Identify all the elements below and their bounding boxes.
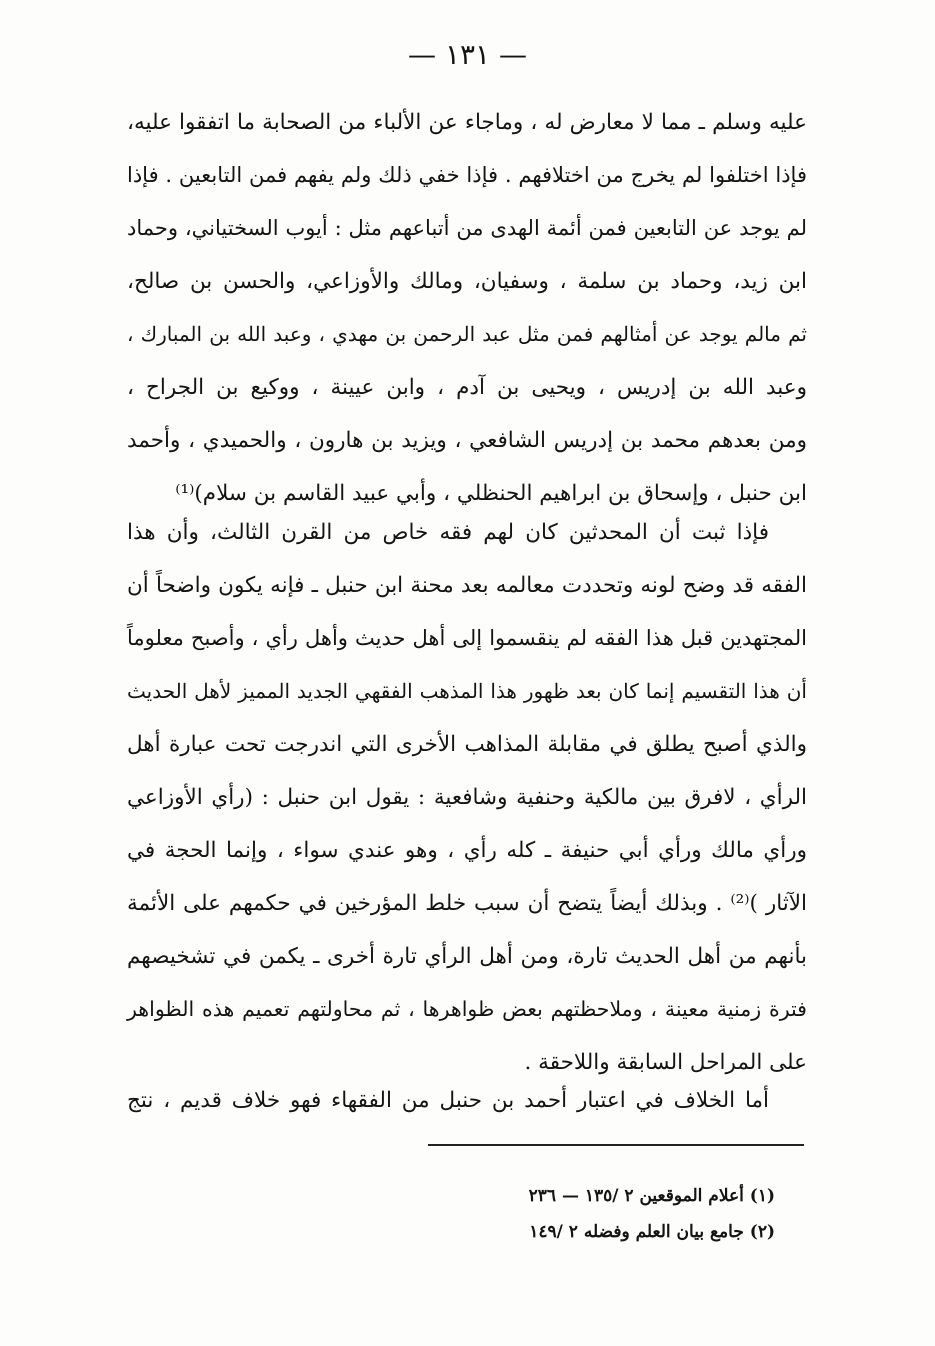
text-line: الفقه قد وضح لونه وتحددت معالمه بعد محنة ابن حنبل ـ فإنه يكون واضحاً أن — [127, 573, 807, 598]
text-line: بأنهم من أهل الحديث تارة، ومن أهل الرأي تارة أخرى ـ يكمن في تشخيصهم — [127, 944, 807, 969]
text-line: ومن بعدهم محمد بن إدريس الشافعي ، ويزيد بن هارون ، والحميدي ، وأحمد — [127, 428, 807, 453]
text-line: أن هذا التقسيم إنما كان بعد ظهور هذا المذهب الفقهي الجديد المميز لأهل الحديث — [127, 679, 807, 703]
paragraph-1 — [127, 96, 807, 520]
text-line: والذي أصبح يطلق في مقابلة المذاهب الأخرى التي اندرجت تحت عبارة أهل — [127, 732, 807, 757]
page-number: — ١٣١ — — [408, 38, 527, 71]
text-line: أما الخلاف في اعتبار أحمد بن حنبل من الفقهاء فهو خلاف قديم ، نتج — [127, 1088, 769, 1113]
paragraph-3 — [127, 1074, 807, 1127]
text-line: لم يوجد عن التابعين فمن أئمة الهدى من أتباعهم مثل : أيوب السختياني، وحماد — [127, 216, 807, 240]
text-line: الآثار )⁽²⁾ . وبذلك أيضاً يتضح أن سبب خلط المؤرخين في حكمهم على الأئمة — [127, 891, 808, 916]
text-line: عليه وسلم ـ مما لا معارض له ، وماجاء عن الألباء من الصحابة ما اتفقوا عليه، — [127, 110, 807, 135]
text-line: ورأي مالك ورأي أبي حنيفة ـ كله رأي ، وهو عندي سواء ، وإنما الحجة في — [127, 838, 807, 863]
footnote-2: (٢) جامع بيان العلم وفضله ٢ /١٤٩ — [529, 1222, 775, 1242]
footnotes — [529, 1178, 775, 1250]
text-line: الرأي ، لافرق بين مالكية وحنفية وشافعية : يقول ابن حنبل : (رأي الأوزاعي — [127, 785, 807, 810]
text-line: على المراحل السابقة واللاحقة . — [524, 1050, 807, 1075]
text-line: ابن زيد، وحماد بن سلمة ، وسفيان، ومالك والأوزاعي، والحسن بن صالح، — [127, 269, 807, 294]
text-line: المجتهدين قبل هذا الفقه لم ينقسموا إلى أهل حديث وأهل رأي ، وأصبح معلوماً — [127, 626, 807, 650]
footnote-divider — [428, 1144, 804, 1146]
text-line: فإذا ثبت أن المحدثين كان لهم فقه خاص من القرن الثالث، وأن هذا — [127, 520, 769, 545]
text-line: وعبد الله بن إدريس ، ويحيى بن آدم ، وابن عيينة ، ووكيع بن الجراح ، — [127, 375, 807, 400]
text-line: فإذا اختلفوا لم يخرج من اختلافهم . فإذا خفي ذلك ولم يفهم فمن التابعين . فإذا — [127, 163, 807, 187]
text-line: ثم مالم يوجد عن أمثالهم فمن مثل عبد الرحمن بن مهدي ، وعبد الله بن المبارك ، — [127, 322, 807, 346]
text-line: ابن حنبل ، وإسحاق بن ابراهيم الحنظلي ، وأبي عبيد القاسم بن سلام)⁽¹⁾ — [175, 481, 807, 506]
paragraph-2 — [127, 506, 807, 1089]
footnote-1: (١) أعلام الموقعين ٢ /١٣٥ — ٢٣٦ — [528, 1186, 775, 1206]
text-line: فترة زمنية معينة ، وملاحظتهم بعض ظواهرها ، ثم محاولتهم تعميم هذه الظواهر — [127, 997, 807, 1021]
